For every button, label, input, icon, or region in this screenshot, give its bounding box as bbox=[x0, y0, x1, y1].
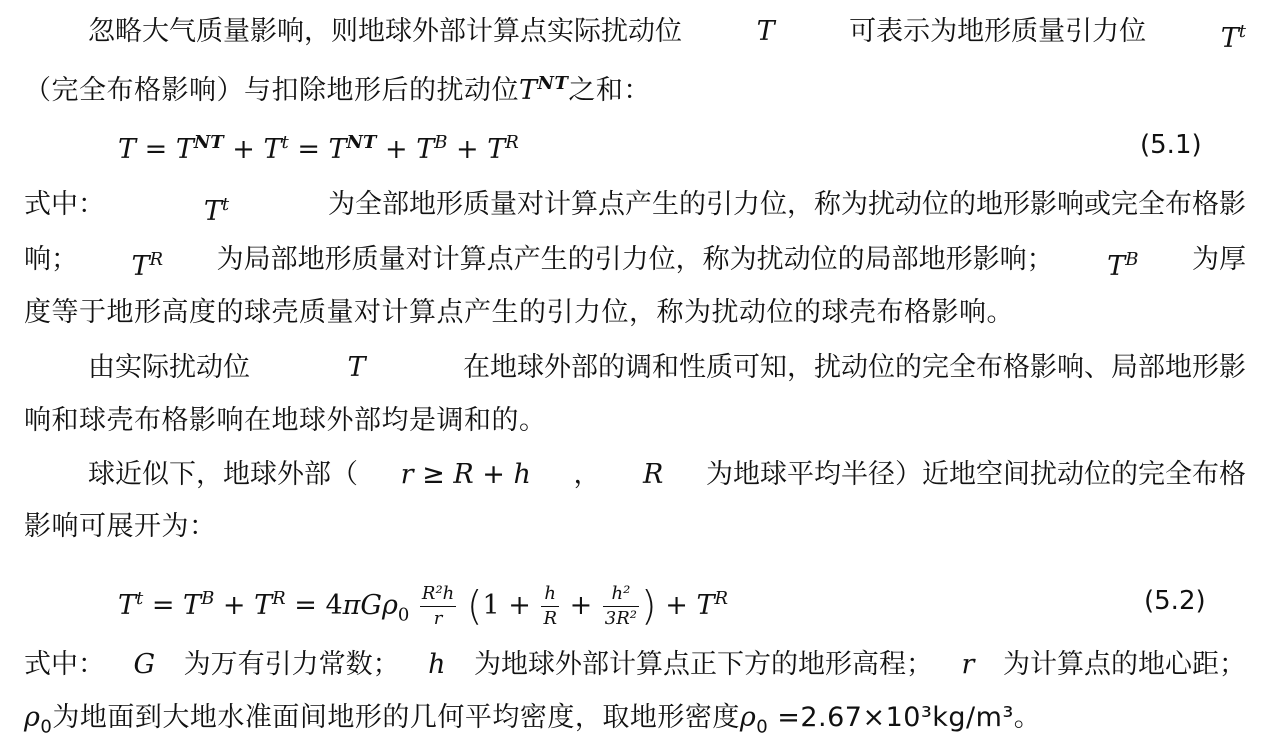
para2-line2: 响和球壳布格影响在地球外部均是调和的。 bbox=[24, 405, 547, 436]
defs2-line2: $\rho_0$为地面到大地水准面间地形的几何平均密度，取地形密度$\rho_0 =2.67\times 10^3kg/m^3$。 bbox=[24, 702, 1042, 738]
equation-number-5-2: (5.2) bbox=[1144, 586, 1206, 616]
para3-line2: 影响可展开为： bbox=[24, 511, 217, 542]
defs1-line1: 式中： $T^t$ 为全部地形质量对计算点产生的引力位，称为扰动位的地形影响或完全布格影 bbox=[24, 189, 1246, 227]
defs2-line1: 式中： G 为万有引力常数； h 为地球外部计算点正下方的地形高程； r 为计算点的地心距； bbox=[24, 649, 1246, 680]
equation-5-2: $T^t = T^B + T^R = 4\pi G\rho_0$ $\frac{\text{R²h}}{r}$ (1 + $\frac{h}{R}$ + $\frac{\text{h²}}{\text{3R²}}$ ) + $T^R$ bbox=[118, 583, 729, 630]
para1-line1 bbox=[88, 7, 1246, 57]
defs1-line3: 度等于地形高度的球壳质量对计算点产生的引力位，称为扰动位的球壳布格影响。 bbox=[24, 297, 1014, 328]
para3-line1: 球近似下，地球外部（ r ≥ R + h ， R 为地球平均半径）近地空间扰动位的完全布格 bbox=[88, 459, 1246, 490]
text: 之和： bbox=[568, 75, 651, 106]
text: 可表示为地形质量引力位 bbox=[849, 16, 1147, 47]
equation-number-5-1: (5.1) bbox=[1140, 130, 1202, 160]
defs1-line2: 响； $T^R$ 为局部地形质量对计算点产生的引力位，称为扰动位的局部地形影响； $T^B$ 为厚 bbox=[24, 244, 1246, 282]
para1-line2 bbox=[24, 59, 1277, 109]
math-T: T bbox=[756, 16, 775, 47]
math-TNT: $T^{NT}$ bbox=[519, 73, 569, 106]
equation-5-1: $T = T^{NT} + T^t = T^{NT} + T^B + T^R$ bbox=[118, 132, 519, 165]
math-Tt: $T^t$ bbox=[1220, 21, 1246, 54]
para2-line1: 由实际扰动位 T 在地球外部的调和性质可知，扰动位的完全布格影响、局部地形影 bbox=[88, 352, 1246, 383]
text: （完全布格影响）与扣除地形后的扰动位 bbox=[24, 75, 519, 106]
text: 忽略大气质量影响，则地球外部计算点实际扰动位 bbox=[88, 16, 682, 47]
